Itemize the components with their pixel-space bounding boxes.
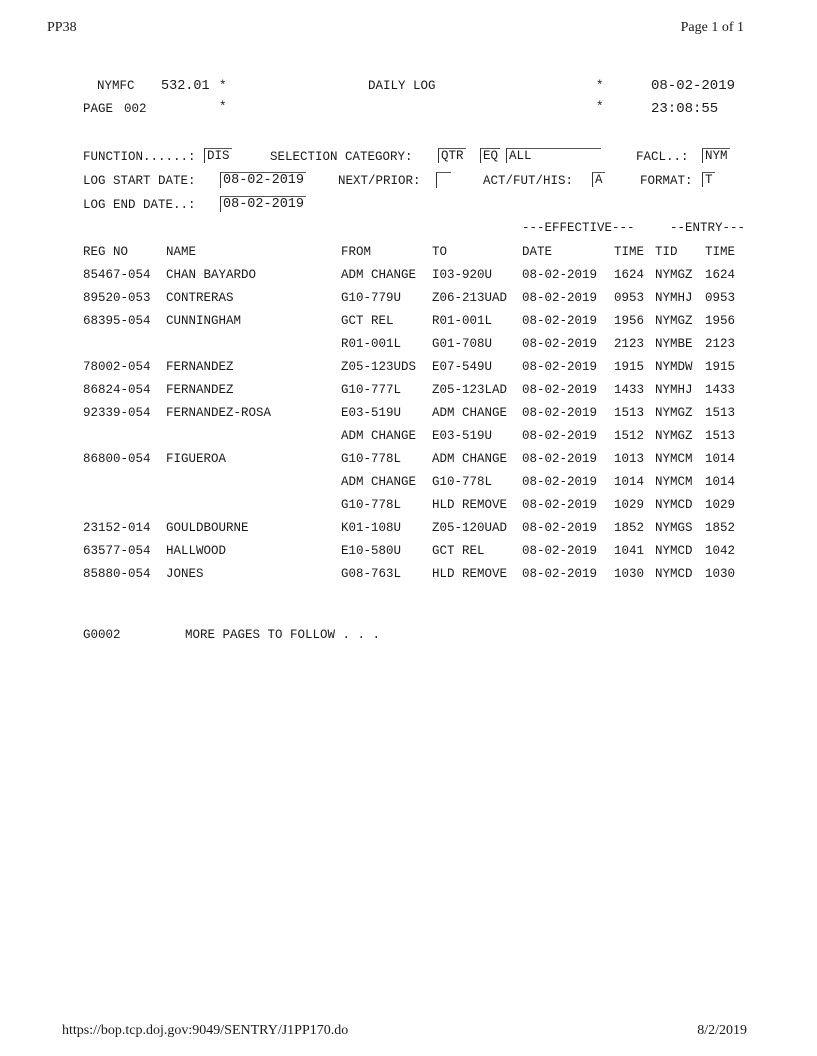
- from-cell: R01-001L: [341, 337, 402, 351]
- from-cell: E10-580U: [341, 544, 402, 558]
- reg-no-cell: 63577-054: [83, 544, 151, 558]
- table-row: [0, 567, 817, 585]
- date-cell: 08-02-2019: [522, 521, 598, 535]
- reg-no-cell: 85880-054: [83, 567, 151, 581]
- table-row: [0, 337, 817, 355]
- to-cell: I03-920U: [432, 268, 493, 282]
- to-cell: HLD REMOVE: [432, 567, 508, 581]
- reg-no-cell: 78002-054: [83, 360, 151, 374]
- effective-group-header: ---EFFECTIVE---: [522, 221, 635, 235]
- log-end-date-label: LOG END DATE..:: [83, 198, 196, 212]
- time-cell: 1512: [614, 429, 645, 443]
- from-cell: G08-763L: [341, 567, 402, 581]
- tid-cell: NYMGZ: [655, 406, 693, 420]
- date-cell: 08-02-2019: [522, 360, 598, 374]
- reg-no-cell: 68395-054: [83, 314, 151, 328]
- tid-cell: NYMGZ: [655, 429, 693, 443]
- tid-cell: NYMGS: [655, 521, 693, 535]
- next-prior-field[interactable]: [436, 172, 451, 188]
- function-field[interactable]: DIS: [204, 148, 232, 163]
- facility-code: NYMFC: [97, 79, 135, 93]
- time-header: TIME: [614, 245, 645, 259]
- time-cell: 1956: [614, 314, 645, 328]
- date-cell: 08-02-2019: [522, 337, 598, 351]
- selection-category-label: SELECTION CATEGORY:: [270, 150, 413, 164]
- date-cell: 08-02-2019: [522, 567, 598, 581]
- tid-cell: NYMGZ: [655, 268, 693, 282]
- selection-operator-field[interactable]: EQ: [480, 148, 500, 163]
- reg-no-cell: 89520-053: [83, 291, 151, 305]
- tid-cell: NYMGZ: [655, 314, 693, 328]
- log-start-date-field[interactable]: 08-02-2019: [220, 172, 306, 188]
- entry-time-cell: 1852: [705, 521, 736, 535]
- date-cell: 08-02-2019: [522, 406, 598, 420]
- reg-no-cell: 92339-054: [83, 406, 151, 420]
- tid-cell: NYMBE: [655, 337, 693, 351]
- name-cell: CUNNINGHAM: [166, 314, 242, 328]
- function-label: FUNCTION......:: [83, 150, 196, 164]
- from-header: FROM: [341, 245, 372, 259]
- table-row: [0, 429, 817, 447]
- from-cell: K01-108U: [341, 521, 402, 535]
- reg-no-cell: 23152-014: [83, 521, 151, 535]
- from-cell: ADM CHANGE: [341, 475, 417, 489]
- act-fut-his-label: ACT/FUT/HIS:: [483, 174, 574, 188]
- reg-no-cell: 86800-054: [83, 452, 151, 466]
- entry-group-header: --ENTRY---: [670, 221, 746, 235]
- date-cell: 08-02-2019: [522, 475, 598, 489]
- tid-cell: NYMHJ: [655, 291, 693, 305]
- next-prior-label: NEXT/PRIOR:: [338, 174, 421, 188]
- time-cell: 1030: [614, 567, 645, 581]
- entry-time-cell: 1956: [705, 314, 736, 328]
- page-label: PAGE: [83, 102, 114, 116]
- to-cell: E07-549U: [432, 360, 493, 374]
- time-cell: 2123: [614, 337, 645, 351]
- entry-time-cell: 1014: [705, 452, 736, 466]
- from-cell: G10-778L: [341, 498, 402, 512]
- tid-cell: NYMCM: [655, 452, 693, 466]
- name-cell: FERNANDEZ-ROSA: [166, 406, 272, 420]
- date-cell: 08-02-2019: [522, 544, 598, 558]
- from-cell: G10-779U: [341, 291, 402, 305]
- reg-no-header: REG NO: [83, 245, 129, 259]
- tid-header: TID: [655, 245, 678, 259]
- message-code: G0002: [83, 628, 121, 642]
- date-cell: 08-02-2019: [522, 268, 598, 282]
- selection-value-field[interactable]: ALL: [506, 148, 601, 163]
- table-header-row: [0, 245, 817, 263]
- time-cell: 1433: [614, 383, 645, 397]
- to-cell: Z05-120UAD: [432, 521, 508, 535]
- table-row: [0, 314, 817, 332]
- print-page-number: Page 1 of 1: [680, 20, 744, 35]
- name-cell: JONES: [166, 567, 204, 581]
- star-marker: *: [219, 79, 227, 93]
- screen-time: 23:08:55: [651, 101, 719, 117]
- from-cell: Z05-123UDS: [341, 360, 417, 374]
- screen-date: 08-02-2019: [651, 78, 736, 94]
- tid-cell: NYMCD: [655, 498, 693, 512]
- entry-time-cell: 2123: [705, 337, 736, 351]
- selection-category-field[interactable]: QTR: [438, 148, 466, 163]
- time-cell: 1513: [614, 406, 645, 420]
- to-cell: G10-778L: [432, 475, 493, 489]
- star-marker: *: [596, 79, 604, 93]
- log-end-date-field[interactable]: 08-02-2019: [220, 196, 306, 212]
- tid-cell: NYMHJ: [655, 383, 693, 397]
- screen-code: 532.01: [161, 79, 210, 94]
- entry-time-cell: 1624: [705, 268, 736, 282]
- table-row: [0, 521, 817, 539]
- facl-field[interactable]: NYM: [702, 148, 730, 163]
- to-cell: Z06-213UAD: [432, 291, 508, 305]
- entry-time-cell: 0953: [705, 291, 736, 305]
- name-cell: FIGUEROA: [166, 452, 227, 466]
- table-row: [0, 475, 817, 493]
- to-cell: Z05-123LAD: [432, 383, 508, 397]
- tid-cell: NYMCD: [655, 544, 693, 558]
- tid-cell: NYMCM: [655, 475, 693, 489]
- entry-time-cell: 1513: [705, 429, 736, 443]
- table-row: [0, 268, 817, 286]
- name-cell: HALLWOOD: [166, 544, 227, 558]
- star-marker: *: [219, 100, 227, 114]
- time-cell: 0953: [614, 291, 645, 305]
- date-cell: 08-02-2019: [522, 498, 598, 512]
- from-cell: ADM CHANGE: [341, 268, 417, 282]
- star-marker: *: [596, 100, 604, 114]
- log-start-date-label: LOG START DATE:: [83, 174, 196, 188]
- name-cell: CHAN BAYARDO: [166, 268, 257, 282]
- table-row: [0, 360, 817, 378]
- entry-time-cell: 1030: [705, 567, 736, 581]
- entry-time-cell: 1433: [705, 383, 736, 397]
- act-fut-his-field[interactable]: A: [592, 172, 605, 187]
- date-header: DATE: [522, 245, 553, 259]
- to-cell: GCT REL: [432, 544, 485, 558]
- page-number: 002: [124, 102, 147, 116]
- table-row: [0, 544, 817, 562]
- name-cell: FERNANDEZ: [166, 360, 234, 374]
- to-cell: ADM CHANGE: [432, 452, 508, 466]
- tid-cell: NYMCD: [655, 567, 693, 581]
- entry-time-cell: 1915: [705, 360, 736, 374]
- tid-cell: NYMDW: [655, 360, 693, 374]
- table-row: [0, 383, 817, 401]
- from-cell: E03-519U: [341, 406, 402, 420]
- print-footer-url: https://bop.tcp.doj.gov:9049/SENTRY/J1PP170.do: [62, 1023, 349, 1038]
- facl-label: FACL..:: [636, 150, 689, 164]
- date-cell: 08-02-2019: [522, 429, 598, 443]
- to-cell: E03-519U: [432, 429, 493, 443]
- to-cell: ADM CHANGE: [432, 406, 508, 420]
- name-header: NAME: [166, 245, 197, 259]
- from-cell: G10-777L: [341, 383, 402, 397]
- screen-title: DAILY LOG: [368, 79, 436, 93]
- table-row: [0, 452, 817, 470]
- reg-no-cell: 85467-054: [83, 268, 151, 282]
- table-row: [0, 291, 817, 309]
- entry-time-cell: 1042: [705, 544, 736, 558]
- name-cell: CONTRERAS: [166, 291, 234, 305]
- date-cell: 08-02-2019: [522, 291, 598, 305]
- from-cell: G10-778L: [341, 452, 402, 466]
- entry-time-cell: 1014: [705, 475, 736, 489]
- date-cell: 08-02-2019: [522, 383, 598, 397]
- format-label: FORMAT:: [640, 174, 693, 188]
- time-cell: 1041: [614, 544, 645, 558]
- time-cell: 1624: [614, 268, 645, 282]
- name-cell: FERNANDEZ: [166, 383, 234, 397]
- from-cell: ADM CHANGE: [341, 429, 417, 443]
- table-row: [0, 406, 817, 424]
- from-cell: GCT REL: [341, 314, 394, 328]
- name-cell: GOULDBOURNE: [166, 521, 249, 535]
- to-header: TO: [432, 245, 448, 259]
- reg-no-cell: 86824-054: [83, 383, 151, 397]
- to-cell: HLD REMOVE: [432, 498, 508, 512]
- time-cell: 1852: [614, 521, 645, 535]
- more-pages-message: MORE PAGES TO FOLLOW . . .: [185, 628, 381, 642]
- entry-time-cell: 1029: [705, 498, 736, 512]
- print-header-code: PP38: [47, 20, 77, 35]
- format-field[interactable]: T: [702, 172, 715, 187]
- print-footer-date: 8/2/2019: [697, 1023, 747, 1038]
- date-cell: 08-02-2019: [522, 314, 598, 328]
- time-cell: 1013: [614, 452, 645, 466]
- entry-time-header: TIME: [705, 245, 736, 259]
- to-cell: G01-708U: [432, 337, 493, 351]
- time-cell: 1014: [614, 475, 645, 489]
- table-row: [0, 498, 817, 516]
- entry-time-cell: 1513: [705, 406, 736, 420]
- date-cell: 08-02-2019: [522, 452, 598, 466]
- time-cell: 1915: [614, 360, 645, 374]
- time-cell: 1029: [614, 498, 645, 512]
- to-cell: R01-001L: [432, 314, 493, 328]
